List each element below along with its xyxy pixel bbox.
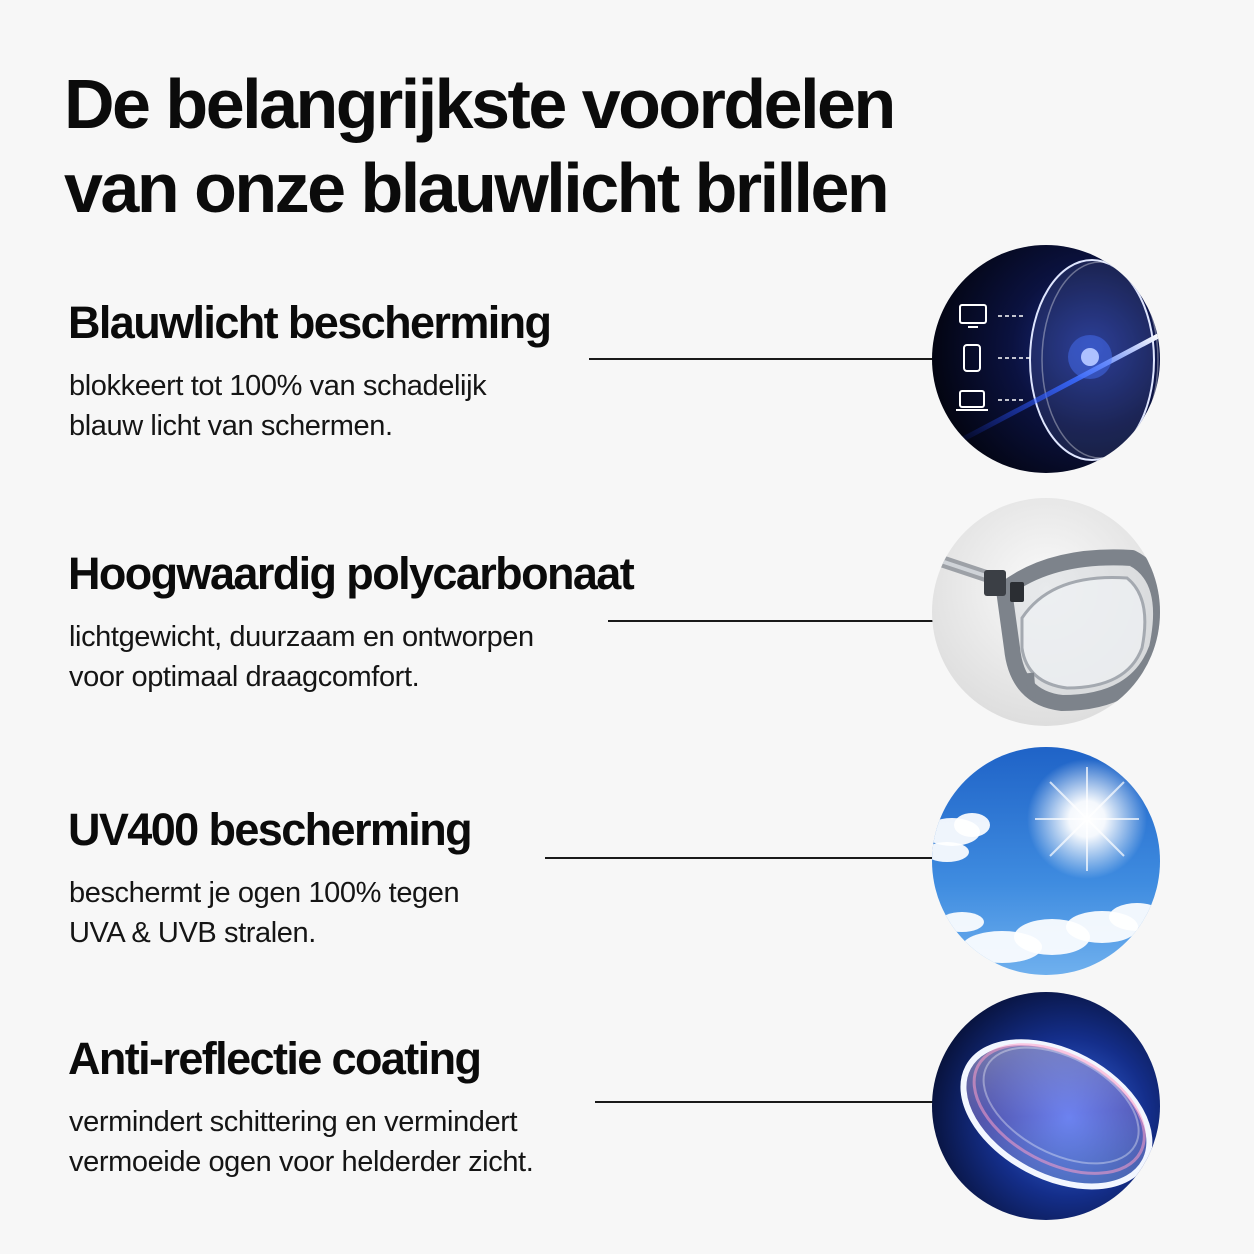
page-title [64, 62, 894, 230]
feature-anti-reflective [68, 1032, 688, 1182]
feature-description: lichtgewicht, duurzaam en ontworpen voor optimaal draagcomfort. [69, 621, 534, 693]
feature-description: blokkeert tot 100% van schadelijk blauw licht van schermen. [69, 370, 487, 442]
sun-sky-image [932, 747, 1160, 975]
connector-line [595, 1101, 937, 1103]
feature-description: beschermt je ogen 100% tegen UVA & UVB stralen. [69, 877, 460, 949]
feature-blue-light [68, 296, 688, 446]
connector-line [545, 857, 937, 859]
page-title-line-1: De belangrijkste voordelen [64, 65, 894, 143]
page-title-line-2: van onze blauwlicht brillen [64, 149, 888, 227]
feature-heading: Blauwlicht bescherming [68, 297, 551, 348]
feature-heading: Hoogwaardig polycarbonaat [68, 548, 634, 599]
connector-line [589, 358, 939, 360]
feature-heading: UV400 bescherming [68, 804, 471, 855]
coated-lens-image [932, 992, 1160, 1220]
feature-heading: Anti-reflectie coating [68, 1033, 481, 1084]
connector-line [608, 620, 938, 622]
feature-description: vermindert schittering en vermindert vermoeide ogen voor helderder zicht. [69, 1106, 534, 1178]
feature-uv400 [68, 803, 688, 953]
feature-polycarbonate [68, 547, 688, 697]
glasses-frame-image [932, 498, 1160, 726]
blue-light-lens-image [932, 245, 1160, 473]
